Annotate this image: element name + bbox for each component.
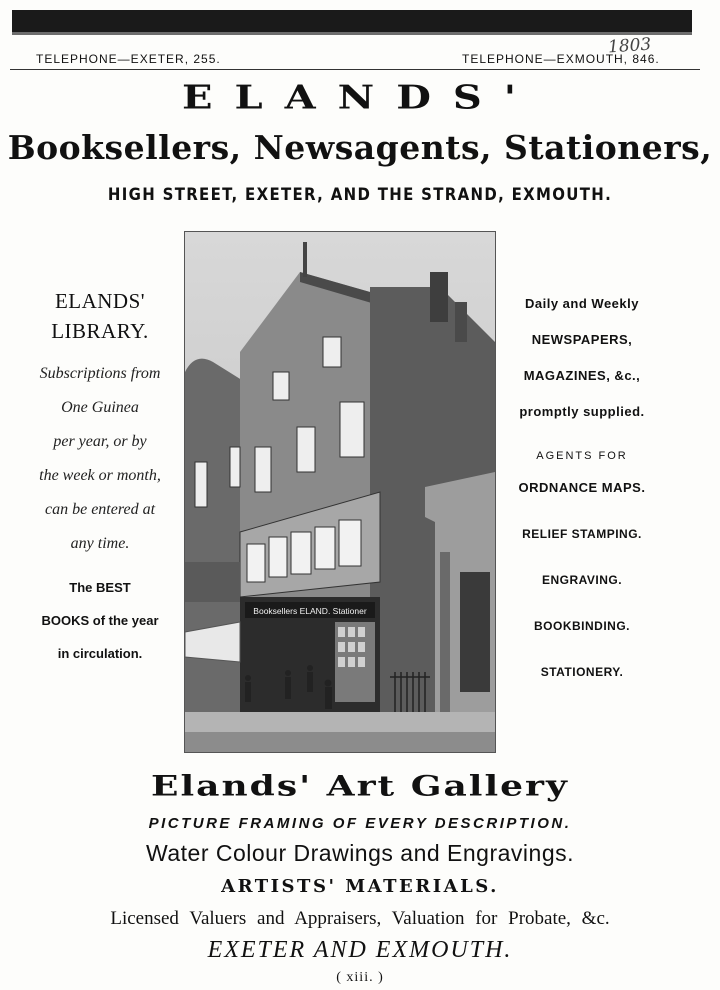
agents-for: AGENTS FOR [536, 450, 628, 462]
subscription-line: the week or month, [39, 466, 161, 484]
newspapers: NEWSPAPERS, [531, 332, 633, 347]
watercolour-line: Water Colour Drawings and Engravings. [146, 840, 574, 866]
top-bar-edge [12, 32, 692, 35]
valuers-line: Licensed Valuers and Appraisers, Valuation for Probate, &c. [110, 908, 610, 929]
ordnance-maps: ORDNANCE MAPS. [518, 480, 646, 495]
best-books-line: The BEST [69, 579, 131, 595]
services-block [500, 286, 664, 690]
library-heading-2: LIBRARY. [51, 319, 149, 344]
art-gallery-title: Elands' Art Gallery [151, 769, 569, 803]
best-books-line: in circulation. [57, 645, 143, 661]
shop-sign: Booksellers ELAND. Stationer [253, 606, 367, 616]
stationery: STATIONERY. [540, 665, 624, 679]
framing-line: PICTURE FRAMING OF EVERY DESCRIPTION. [148, 815, 572, 832]
artists-materials-line: ARTISTS' MATERIALS. [221, 876, 499, 897]
library-heading-1: ELANDS' [54, 289, 146, 313]
telephone-exmouth: TELEPHONE—EXMOUTH, 846. [462, 52, 660, 66]
daily-weekly: Daily and Weekly [525, 296, 639, 311]
header-rule [10, 69, 700, 70]
engraving: ENGRAVING. [541, 573, 623, 587]
subscription-line: One Guinea [61, 398, 139, 416]
subscription-line: can be entered at [44, 500, 156, 518]
brand-title: ELANDS' [181, 78, 539, 117]
magazines: MAGAZINES, &c., [523, 368, 641, 383]
bookbinding: BOOKBINDING. [534, 619, 630, 633]
subscription-line: any time. [70, 534, 130, 552]
trades-heading: Booksellers, Newsagents, Stationers, [7, 128, 713, 167]
building-illustration [185, 232, 495, 752]
library-block [20, 286, 180, 670]
subscription-line: per year, or by [53, 432, 147, 450]
relief-stamping: RELIEF STAMPING. [522, 527, 642, 541]
page-number: ( xiii. ) [336, 970, 384, 985]
cities-line: EXETER AND EXMOUTH. [207, 937, 513, 963]
subscription-line: Subscriptions from [39, 364, 161, 382]
shop-photograph [184, 231, 496, 753]
top-black-bar [12, 10, 692, 32]
best-books-line: BOOKS of the year [41, 612, 159, 628]
handwritten-note: 1803 [607, 34, 652, 58]
promptly-supplied: promptly supplied. [519, 404, 645, 419]
telephone-exeter: TELEPHONE—EXETER, 255. [36, 52, 221, 66]
address-line: HIGH STREET, EXETER, AND THE STRAND, EXMOUTH. [107, 185, 613, 205]
